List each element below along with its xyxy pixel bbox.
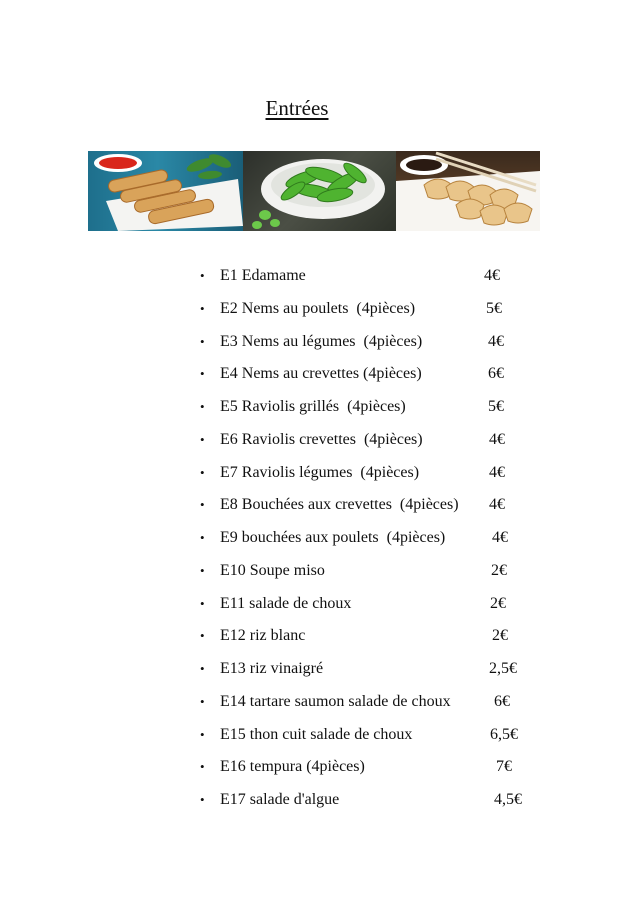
menu-item-price: 6€ xyxy=(488,365,504,383)
edamame-photo xyxy=(243,151,396,231)
bullet: • xyxy=(200,530,205,545)
menu-item-name: E1 Edamame xyxy=(220,267,306,284)
menu-item-name: E10 Soupe miso xyxy=(220,561,325,579)
menu-item-price: 4€ xyxy=(489,496,505,514)
spring-rolls-icon xyxy=(88,151,243,231)
menu-item-name: E12 riz blanc xyxy=(220,627,306,645)
menu-item-price: 4€ xyxy=(484,267,500,284)
menu-item-name: E13 riz vinaigré xyxy=(220,660,324,677)
menu-item-price: 6,5€ xyxy=(490,725,518,743)
menu-item-price: 4€ xyxy=(492,529,508,546)
menu-item-name: E4 Nems au crevettes (4pièces) xyxy=(220,365,422,383)
bullet: • xyxy=(200,759,205,775)
bullet: • xyxy=(200,726,205,742)
bullet: • xyxy=(200,693,205,709)
page-title: Entrées xyxy=(265,96,329,120)
menu-item-name: E14 tartare saumon salade de choux xyxy=(220,692,451,710)
bullet: • xyxy=(200,431,205,447)
menu-item-name: E3 Nems au légumes (4pièces) xyxy=(220,332,423,350)
menu-item-price: 4€ xyxy=(488,332,504,350)
menu-item-name: E8 Bouchées aux crevettes (4pièces) xyxy=(220,496,459,514)
menu-item-price: 4€ xyxy=(489,430,505,448)
menu-item-price: 2€ xyxy=(490,594,506,612)
menu-item-price: 5€ xyxy=(486,299,502,317)
bullet: • xyxy=(200,792,205,807)
bullet: • xyxy=(200,399,205,414)
menu-item-name: E11 salade de choux xyxy=(220,594,352,612)
bullet: • xyxy=(200,464,205,480)
food-banner xyxy=(88,151,540,231)
bullet: • xyxy=(200,595,205,611)
menu-item-price: 6€ xyxy=(494,692,510,710)
menu-item-price: 4€ xyxy=(489,463,505,481)
bullet: • xyxy=(200,661,205,676)
gyoza-icon xyxy=(396,151,540,231)
edamame-bowl-icon xyxy=(243,151,396,231)
menu-item-price: 5€ xyxy=(488,398,504,415)
menu-item-price: 7€ xyxy=(496,758,512,776)
bullet: • xyxy=(200,366,205,382)
gyoza-photo xyxy=(396,151,540,231)
menu-item-name: E15 thon cuit salade de choux xyxy=(220,725,413,743)
menu-item-name: E2 Nems au poulets (4pièces) xyxy=(220,299,416,317)
menu-item-name: E7 Raviolis légumes (4pièces) xyxy=(220,463,420,481)
bullet: • xyxy=(200,628,205,644)
menu-item-price: 2€ xyxy=(492,627,508,645)
bullet: • xyxy=(200,562,205,578)
bullet: • xyxy=(200,268,205,283)
menu-item-name: E6 Raviolis crevettes (4pièces) xyxy=(220,430,423,448)
bullet: • xyxy=(200,300,205,316)
bullet: • xyxy=(200,333,205,349)
menu-item-name: E17 salade d'algue xyxy=(220,791,340,808)
menu-item-name: E9 bouchées aux poulets (4pièces) xyxy=(220,529,446,546)
menu-item-price: 2€ xyxy=(491,561,507,579)
bullet: • xyxy=(200,497,205,513)
menu-item-price: 2,5€ xyxy=(489,660,517,677)
menu-item-name: E16 tempura (4pièces) xyxy=(220,758,365,776)
menu-item-price: 4,5€ xyxy=(494,791,522,808)
spring-rolls-photo xyxy=(88,151,243,231)
menu-item-name: E5 Raviolis grillés (4pièces) xyxy=(220,398,406,415)
